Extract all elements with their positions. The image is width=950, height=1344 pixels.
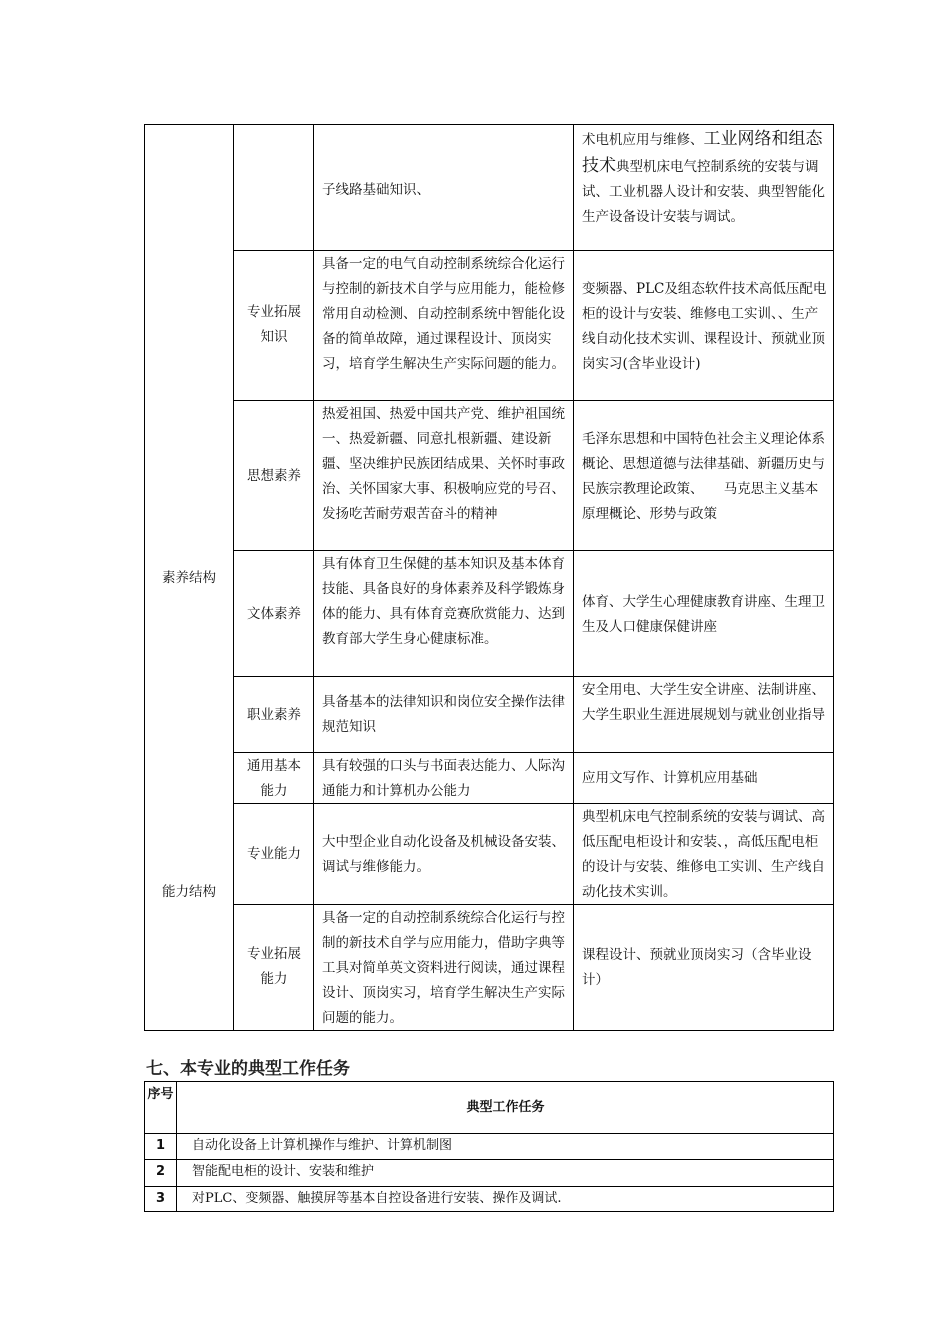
courses-cell: 体育、大学生心理健康教育讲座、生理卫生及人口健康保健讲座 bbox=[582, 594, 825, 635]
row-label: 思想素养 bbox=[247, 468, 301, 484]
col-divider-2 bbox=[313, 124, 314, 1031]
courses-suffix: 典型机床电气控制系统的安装与调试、工业机器人设计和安装、典型智能化生产设备设计安装与调试。 bbox=[582, 159, 825, 225]
row-label: 职业素养 bbox=[247, 707, 301, 723]
courses-cell: 安全用电、大学生安全讲座、法制讲座、大学生职业生涯进展规划与就业创业指导 bbox=[582, 682, 825, 723]
row-label: 专业拓展能力 bbox=[247, 946, 301, 987]
row-divider bbox=[233, 550, 834, 551]
row-label: 通用基本能力 bbox=[247, 758, 301, 799]
courses-prefix: 术电机应用与维修、 bbox=[582, 132, 704, 148]
task-text: 智能配电柜的设计、安装和维护 bbox=[192, 1164, 375, 1179]
row-divider bbox=[233, 250, 834, 251]
requirement-cell: 具有较强的口头与书面表达能力、人际沟通能力和计算机办公能力 bbox=[322, 758, 565, 799]
row-divider bbox=[233, 752, 834, 753]
courses-cell: 课程设计、预就业顶岗实习（含毕业设计） bbox=[582, 947, 812, 988]
requirement-cell: 大中型企业自动化设备及机械设备安装、调试与维修能力。 bbox=[322, 834, 565, 875]
row-label: 专业拓展知识 bbox=[247, 304, 301, 345]
courses-cell: 典型机床电气控制系统的安装与调试、高低压配电柜设计和安装、，高低压配电柜的设计与安装、维修电工实训、生产线自动化技术实训。 bbox=[582, 809, 825, 900]
requirement-cell: 热爱祖国、热爱中国共产党、维护祖国统一、热爱新疆、同意扎根新疆、建设新疆、坚决维护民族团结成果、关怀时事政治、关怀国家大事、积极响应党的号召、发扬吃苦耐劳艰苦奋斗的精神 bbox=[322, 406, 565, 522]
category-ability: 能力结构 bbox=[162, 884, 216, 900]
row-divider bbox=[233, 676, 834, 677]
requirement-cell: 子线路基础知识、 bbox=[322, 182, 430, 198]
requirement-cell: 具有体育卫生保健的基本知识及基本体育技能、具备良好的身体素养及科学锻炼身体的能力、具有体育竞赛欣赏能力、达到教育部大学生身心健康标准。 bbox=[322, 556, 565, 647]
courses-cell: 毛泽东思想和中国特色社会主义理论体系概论、思想道德与法律基础、新疆历史与民族宗教理论政策、 马克思主义基本原理概论、形势与政策 bbox=[582, 431, 825, 522]
header-number: 序号 bbox=[147, 1087, 174, 1102]
task-text: 自动化设备上计算机操作与维护、计算机制图 bbox=[192, 1138, 453, 1153]
task-number: 2 bbox=[155, 1164, 166, 1179]
requirement-cell: 具备一定的电气自动控制系统综合化运行与控制的新技术自学与应用能力，能检修常用自动检测、自动控制系统中智能化设备的简单故障，通过课程设计、顶岗实习，培育学生解决生产实际问题的能力。 bbox=[322, 256, 565, 372]
category-literacy: 素养结构 bbox=[162, 570, 216, 586]
task-text: 对PLC、变频器、触摸屏等基本自控设备进行安装、操作及调试. bbox=[192, 1191, 562, 1206]
header-task: 典型工作任务 bbox=[466, 1100, 545, 1115]
requirement-cell: 具备基本的法律知识和岗位安全操作法律规范知识 bbox=[322, 694, 565, 735]
courses-cell: 变频器、PLC及组态软件技术高低压配电柜的设计与安装、维修电工实训、、生产线自动化技术实训、课程设计、预就业顶岗实习(含毕业设计) bbox=[582, 281, 827, 372]
requirement-cell: 具备一定的自动控制系统综合化运行与控制的新技术自学与应用能力，借助字典等工具对简单英文资料进行阅读，通过课程设计、顶岗实习，培育学生解决生产实际问题的能力。 bbox=[322, 910, 565, 1026]
section-title: 七、本专业的典型工作任务 bbox=[146, 1059, 350, 1079]
col-divider-3 bbox=[573, 124, 574, 1031]
row-label: 文体素养 bbox=[247, 606, 301, 622]
task-number: 1 bbox=[155, 1138, 166, 1153]
row-divider bbox=[233, 400, 834, 401]
courses-cell bbox=[582, 126, 828, 230]
row-label: 专业能力 bbox=[247, 846, 301, 862]
task-number: 3 bbox=[155, 1191, 166, 1206]
courses-cell: 应用文写作、计算机应用基础 bbox=[582, 770, 758, 786]
courses-highlight: 工业网络和组态技术 bbox=[582, 129, 823, 176]
